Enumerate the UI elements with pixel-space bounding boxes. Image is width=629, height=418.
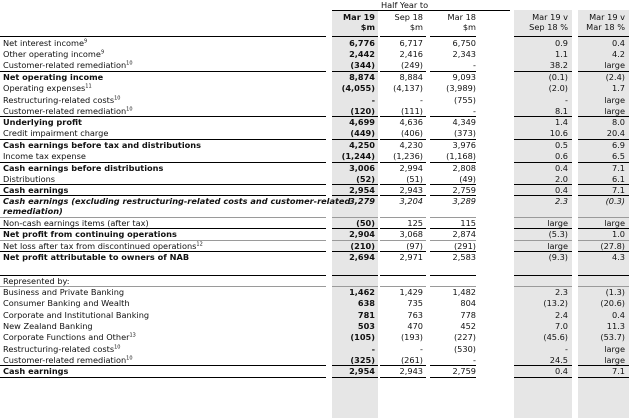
- row-label-text: Non-cash earnings items (after tax): [3, 218, 149, 228]
- cell-value: 4,699: [349, 117, 375, 127]
- row-label: [3, 117, 82, 127]
- cell-value: 2,943: [399, 185, 423, 195]
- footnote-ref: 10: [114, 344, 121, 351]
- row-rule: [578, 377, 629, 378]
- col-header-change-sep18: Mar 19 v Sep 18 %: [529, 12, 568, 32]
- row-label-text: Restructuring-related costs: [3, 95, 115, 105]
- footnote-ref: 10: [126, 355, 133, 362]
- cell-value: (111): [400, 106, 423, 116]
- cell-value: (1,244): [341, 151, 375, 161]
- col-header-mar18: Mar 18 $m: [447, 12, 476, 32]
- cell-value: 2,343: [452, 49, 476, 59]
- row-label: [3, 60, 133, 70]
- cell-value: -: [473, 106, 476, 116]
- cell-value: 8,874: [349, 72, 375, 82]
- row-label: [3, 366, 68, 376]
- cell-value: -: [371, 95, 375, 105]
- cell-value: 2,904: [349, 229, 375, 239]
- cell-value: (52): [356, 174, 375, 184]
- cell-value: 10.6: [549, 128, 568, 138]
- row-rule: [332, 36, 378, 37]
- cell-value: 115: [460, 218, 476, 228]
- cell-value: 2,416: [399, 49, 423, 59]
- row-label-text: Corporate and Institutional Banking: [3, 310, 150, 320]
- row-label-text: Customer-related remediation: [3, 355, 127, 365]
- cell-value: 6,776: [349, 38, 375, 48]
- row-label: [3, 276, 70, 286]
- row-label: [3, 332, 136, 342]
- cell-value: large: [604, 344, 625, 354]
- row-label-text: Represented by:: [3, 276, 70, 286]
- cell-value: (755): [453, 95, 476, 105]
- cell-value: (97): [406, 241, 423, 251]
- row-label-text: Net operating income: [3, 72, 104, 82]
- row-label-text: Net loss after tax from discontinued operations: [3, 241, 197, 251]
- cell-value: 0.4: [554, 185, 568, 195]
- cell-value: 3,279: [349, 196, 375, 206]
- cell-value: large: [604, 218, 625, 228]
- row-label-text: Consumer Banking and Wealth: [3, 298, 130, 308]
- cell-value: (530): [453, 344, 476, 354]
- cell-value: 3,068: [399, 229, 423, 239]
- cell-value: (1,168): [446, 151, 476, 161]
- cell-value: (4,055): [341, 83, 375, 93]
- row-label-text: Net profit from continuing operations: [3, 229, 177, 239]
- row-label: [3, 344, 120, 354]
- cell-value: 8,884: [399, 72, 423, 82]
- cell-value: 1.4: [554, 117, 568, 127]
- cell-value: 4,349: [452, 117, 476, 127]
- cell-value: 2,874: [452, 229, 476, 239]
- row-rule: [430, 275, 476, 276]
- row-label: [3, 106, 133, 116]
- row-rule: [430, 36, 476, 37]
- cell-value: 4.2: [611, 49, 625, 59]
- footnote-ref: 10: [126, 60, 133, 67]
- row-label: [3, 95, 120, 105]
- row-label-text: Other operating income: [3, 49, 101, 59]
- cell-value: 4,636: [399, 117, 423, 127]
- cell-value: 6,717: [399, 38, 423, 48]
- row-rule: [0, 377, 326, 378]
- row-label: [3, 298, 130, 308]
- cell-value: 1.0: [611, 229, 625, 239]
- cell-value: 778: [460, 310, 476, 320]
- row-rule: [514, 377, 572, 378]
- row-label-continued: remediation): [3, 206, 63, 216]
- cell-value: -: [565, 344, 568, 354]
- cell-value: (0.1): [548, 72, 568, 82]
- row-label: [3, 185, 68, 195]
- cell-value: 9,093: [452, 72, 476, 82]
- cell-value: 1,482: [452, 287, 476, 297]
- cell-value: large: [604, 355, 625, 365]
- row-rule: [332, 377, 378, 378]
- cell-value: 2,954: [349, 185, 375, 195]
- row-label-text: Corporate Functions and Other: [3, 332, 130, 342]
- cell-value: -: [371, 344, 375, 354]
- cell-value: (3,989): [446, 83, 476, 93]
- row-label-text: Cash earnings before distributions: [3, 163, 164, 173]
- footnote-ref: 9: [83, 38, 88, 45]
- cell-value: 6.9: [611, 140, 625, 150]
- row-label-text: Cash earnings before tax and distributions: [3, 140, 201, 150]
- cell-value: 7.1: [611, 366, 625, 376]
- row-label: [3, 83, 92, 93]
- cell-value: 1,462: [349, 287, 375, 297]
- cell-value: 2,943: [399, 366, 423, 376]
- cell-value: (5.3): [548, 229, 568, 239]
- row-label: [3, 38, 87, 48]
- cell-value: (2.4): [605, 72, 625, 82]
- cell-value: 8.1: [554, 106, 568, 116]
- cell-value: -: [420, 95, 423, 105]
- cell-value: 7.1: [611, 185, 625, 195]
- cell-value: 2,583: [452, 252, 476, 262]
- row-label-text: Distributions: [3, 174, 56, 184]
- row-label: [3, 218, 149, 228]
- row-label-text: Restructuring-related costs: [3, 344, 115, 354]
- cell-value: 0.4: [554, 366, 568, 376]
- cell-value: 0.4: [554, 163, 568, 173]
- cell-value: (9.3): [548, 252, 568, 262]
- cell-value: 2,759: [452, 366, 476, 376]
- cell-value: 7.1: [611, 163, 625, 173]
- cell-value: (50): [356, 218, 375, 228]
- cell-value: large: [547, 218, 568, 228]
- row-label: [3, 163, 163, 173]
- row-rule: [578, 36, 629, 37]
- cell-value: 2,971: [399, 252, 423, 262]
- cell-value: 6.1: [611, 174, 625, 184]
- cell-value: 0.9: [554, 38, 568, 48]
- cell-value: 20.4: [606, 128, 625, 138]
- cell-value: (4,137): [393, 83, 423, 93]
- cell-value: (53.7): [600, 332, 625, 342]
- cell-value: 638: [357, 298, 375, 308]
- cell-value: 2.3: [554, 196, 568, 206]
- cell-value: 503: [357, 321, 375, 331]
- cell-value: 4.3: [611, 252, 625, 262]
- cell-value: 452: [460, 321, 476, 331]
- cell-value: 2,994: [399, 163, 423, 173]
- cell-value: -: [473, 355, 476, 365]
- cell-value: 2.3: [554, 287, 568, 297]
- half-year-header: Half Year to: [381, 0, 429, 10]
- footnote-ref: 9: [100, 49, 105, 56]
- cell-value: 6,750: [452, 38, 476, 48]
- cell-value: (210): [350, 241, 375, 251]
- row-label: [3, 72, 103, 82]
- row-label-text: Cash earnings (excluding restructuring-related costs and customer-related: [3, 196, 351, 206]
- cell-value: 8.0: [611, 117, 625, 127]
- cell-value: 24.5: [549, 355, 568, 365]
- cell-value: (227): [453, 332, 476, 342]
- row-label: [3, 151, 86, 161]
- cell-value: -: [473, 60, 476, 70]
- row-rule: [380, 275, 426, 276]
- cell-value: 2,759: [452, 185, 476, 195]
- cell-value: (27.8): [600, 241, 625, 251]
- cell-value: 125: [407, 218, 423, 228]
- cell-value: large: [604, 60, 625, 70]
- cell-value: 4,230: [399, 140, 423, 150]
- cell-value: 11.3: [606, 321, 625, 331]
- row-label-text: New Zealand Banking: [3, 321, 93, 331]
- cell-value: (51): [406, 174, 423, 184]
- footnote-ref: 11: [85, 83, 92, 90]
- row-label-text: Cash earnings: [3, 185, 69, 195]
- row-label: [3, 49, 104, 59]
- cell-value: 0.4: [611, 310, 625, 320]
- row-label: [3, 128, 108, 138]
- cell-value: -: [565, 95, 568, 105]
- cell-value: 3,204: [399, 196, 423, 206]
- row-rule: [332, 275, 378, 276]
- cell-value: (291): [453, 241, 476, 251]
- cell-value: -: [420, 344, 423, 354]
- cell-value: (406): [400, 128, 423, 138]
- cell-value: 0.6: [554, 151, 568, 161]
- cell-value: 781: [357, 310, 375, 320]
- cell-value: (249): [400, 60, 423, 70]
- cell-value: 2,694: [349, 252, 375, 262]
- cell-value: 3,006: [349, 163, 375, 173]
- header-rule-group: [332, 10, 510, 11]
- cell-value: 2.4: [554, 310, 568, 320]
- cell-value: 804: [460, 298, 476, 308]
- cell-value: (344): [350, 60, 375, 70]
- footnote-ref: 12: [196, 241, 203, 248]
- cell-value: 2,808: [452, 163, 476, 173]
- row-label: [3, 287, 124, 297]
- cell-value: large: [604, 106, 625, 116]
- row-label: [3, 310, 149, 320]
- row-label: [3, 252, 189, 262]
- cell-value: (2.0): [548, 83, 568, 93]
- row-label: [3, 241, 203, 251]
- row-label: [3, 174, 55, 184]
- cell-value: 7.0: [554, 321, 568, 331]
- cell-value: 6.5: [611, 151, 625, 161]
- row-rule: [430, 377, 476, 378]
- row-label-text: Income tax expense: [3, 151, 86, 161]
- row-label-text: Net interest income: [3, 38, 84, 48]
- cell-value: 735: [407, 298, 423, 308]
- cell-value: 2,954: [349, 366, 375, 376]
- cell-value: 2.0: [554, 174, 568, 184]
- cell-value: 4,250: [349, 140, 375, 150]
- cell-value: 1,429: [399, 287, 423, 297]
- cell-value: 0.4: [611, 38, 625, 48]
- cell-value: (105): [350, 332, 375, 342]
- row-label-text: Operating expenses: [3, 83, 86, 93]
- cell-value: (261): [400, 355, 423, 365]
- footnote-ref: 10: [114, 95, 121, 102]
- cell-value: 1.1: [554, 49, 568, 59]
- cell-value: 3,289: [452, 196, 476, 206]
- cell-value: (325): [350, 355, 375, 365]
- cell-value: large: [604, 95, 625, 105]
- row-rule: [578, 275, 629, 276]
- row-label-text: Credit impairment charge: [3, 128, 109, 138]
- row-label-text: Underlying profit: [3, 117, 82, 127]
- footnote-ref: 13: [129, 332, 136, 339]
- col-header-mar19: Mar 19 $m: [343, 12, 375, 32]
- cell-value: large: [547, 241, 568, 251]
- cell-value: (13.2): [543, 298, 568, 308]
- row-label: [3, 355, 133, 365]
- cell-value: 470: [407, 321, 423, 331]
- cell-value: (1.3): [605, 287, 625, 297]
- row-rule: [380, 36, 426, 37]
- cell-value: (193): [400, 332, 423, 342]
- cell-value: (1,236): [393, 151, 423, 161]
- row-rule: [514, 275, 572, 276]
- col-header-change-mar18: Mar 19 v Mar 18 %: [586, 12, 625, 32]
- row-rule: [0, 36, 326, 37]
- cell-value: (45.6): [543, 332, 568, 342]
- row-label-text: Business and Private Banking: [3, 287, 125, 297]
- row-label-text: Customer-related remediation: [3, 60, 127, 70]
- row-label: [3, 321, 93, 331]
- cell-value: 0.5: [554, 140, 568, 150]
- cell-value: 1.7: [611, 83, 625, 93]
- row-label-text: Cash earnings: [3, 366, 69, 376]
- row-label: [3, 229, 177, 239]
- col-header-sep18: Sep 18 $m: [394, 12, 423, 32]
- cell-value: (449): [350, 128, 375, 138]
- cell-value: 763: [407, 310, 423, 320]
- cell-value: (20.6): [600, 298, 625, 308]
- row-label-text: Customer-related remediation: [3, 106, 127, 116]
- row-label: [3, 196, 350, 206]
- row-rule: [514, 36, 572, 37]
- cell-value: 38.2: [549, 60, 568, 70]
- cell-value: (120): [350, 106, 375, 116]
- cell-value: 3,976: [452, 140, 476, 150]
- cell-value: (373): [453, 128, 476, 138]
- row-label-text: Net profit attributable to owners of NAB: [3, 252, 190, 262]
- footnote-ref: 10: [126, 106, 133, 113]
- cell-value: (49): [459, 174, 476, 184]
- row-rule: [380, 377, 426, 378]
- row-label: [3, 140, 201, 150]
- cell-value: (0.3): [605, 196, 625, 206]
- cell-value: 2,442: [349, 49, 375, 59]
